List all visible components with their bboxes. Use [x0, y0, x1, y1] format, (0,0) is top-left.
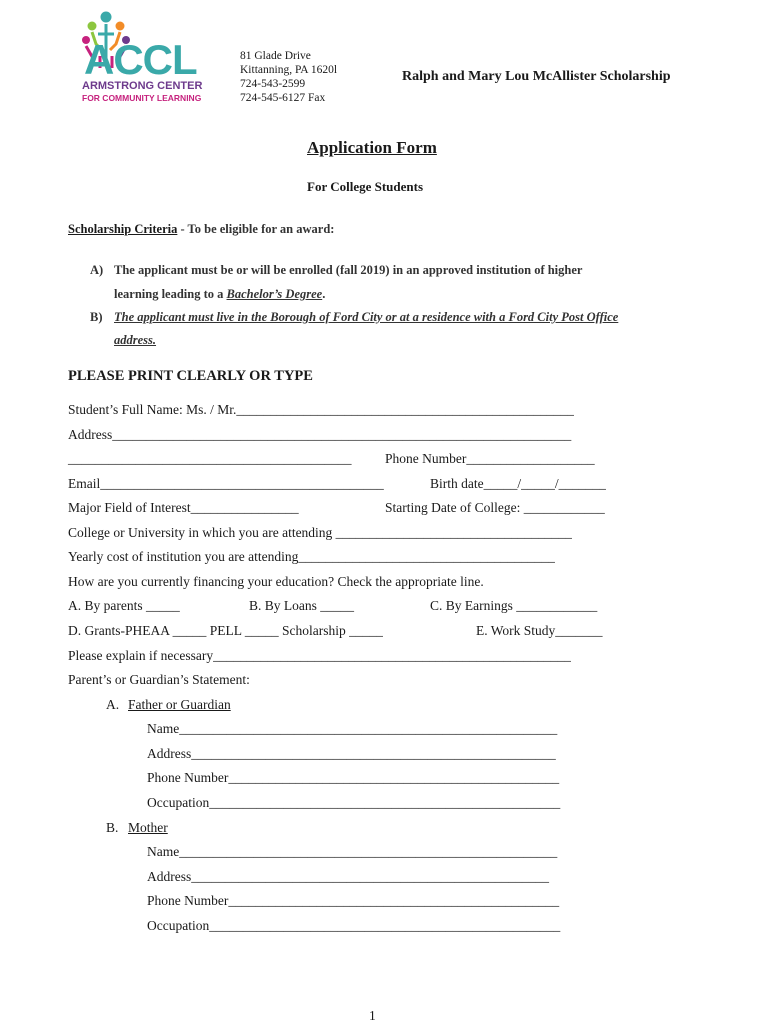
- start-date-field[interactable]: Starting Date of College: ____________: [385, 500, 605, 515]
- major-field[interactable]: Major Field of Interest________________: [68, 500, 299, 515]
- criteria-a-degree: Bachelor’s Degree: [226, 287, 323, 301]
- logo-line1: ARMSTRONG CENTER: [82, 80, 203, 92]
- address-line-1: 81 Glade Drive: [240, 50, 311, 62]
- scholarship-title: Ralph and Mary Lou McAllister Scholarship: [402, 69, 671, 84]
- criteria-heading: Scholarship Criteria: [68, 222, 178, 236]
- address-fax: 724-545-6127 Fax: [240, 92, 326, 104]
- father-heading: Father or Guardian: [128, 697, 231, 712]
- mother-name-field[interactable]: Name________________________________________________________: [147, 844, 558, 859]
- parents-statement-label: Parent’s or Guardian’s Statement:: [68, 672, 250, 687]
- print-heading: PLEASE PRINT CLEARLY OR TYPE: [68, 368, 313, 384]
- criteria-heading-row: [68, 222, 334, 237]
- father-name-field[interactable]: Name________________________________________________________: [147, 721, 558, 736]
- address-line-2: Kittanning, PA 1620l: [240, 64, 338, 76]
- yearly-cost-field[interactable]: Yearly cost of institution you are attending______________________________________: [68, 549, 555, 564]
- accl-logo: [70, 10, 230, 105]
- logo-wordmark: ACCL: [84, 36, 197, 83]
- explain-field[interactable]: Please explain if necessary_____________________________________________________: [68, 648, 571, 663]
- form-title: Application Form: [307, 138, 437, 157]
- phone-field[interactable]: Phone Number___________________: [385, 451, 595, 466]
- father-address-field[interactable]: Address______________________________________________________: [147, 746, 556, 761]
- criteria-a-line1: The applicant must be or will be enrolled (fall 2019) in an approved institution of higher: [114, 263, 583, 277]
- mother-occupation-field[interactable]: Occupation____________________________________________________: [147, 918, 561, 933]
- grants-option[interactable]: D. Grants-PHEAA _____ PELL _____ Scholarship _____: [68, 623, 383, 638]
- criteria-heading-rest: - To be eligible for an award:: [177, 222, 335, 236]
- mother-address-field[interactable]: Address_____________________________________________________: [147, 869, 549, 884]
- criteria-a-line2-pre: learning leading to a: [114, 287, 227, 301]
- criteria-a-marker: A): [90, 263, 104, 277]
- page-number: 1: [369, 1008, 376, 1023]
- mother-phone-field[interactable]: Phone Number_________________________________________________: [147, 893, 560, 908]
- college-field[interactable]: College or University in which you are attending ___________________________________: [68, 525, 572, 540]
- criteria-b-line2: address.: [114, 333, 157, 347]
- form-subtitle: For College Students: [307, 179, 424, 194]
- logo-line2: FOR COMMUNITY LEARNING: [82, 93, 202, 103]
- mother-marker: B.: [106, 820, 119, 835]
- mother-heading: Mother: [128, 820, 168, 835]
- criteria-b-marker: B): [90, 310, 103, 324]
- by-parents-option[interactable]: A. By parents _____: [68, 598, 180, 613]
- financing-question: How are you currently financing your education? Check the appropriate line.: [68, 574, 484, 589]
- address-line2-field[interactable]: __________________________________________: [68, 451, 352, 466]
- work-study-option[interactable]: E. Work Study_______: [476, 623, 603, 638]
- father-phone-field[interactable]: Phone Number_________________________________________________: [147, 770, 560, 785]
- email-field[interactable]: Email__________________________________________: [68, 476, 384, 491]
- by-loans-option[interactable]: B. By Loans _____: [249, 598, 355, 613]
- birth-date-field[interactable]: Birth date_____/_____/_______: [430, 476, 606, 491]
- full-name-field[interactable]: Student’s Full Name: Ms. / Mr.__________________________________________________: [68, 402, 574, 417]
- criteria-a-line2-post: .: [322, 287, 326, 301]
- criteria-a-line2: [114, 287, 325, 302]
- address-phone: 724-543-2599: [240, 78, 306, 90]
- father-occupation-field[interactable]: Occupation____________________________________________________: [147, 795, 561, 810]
- address-field[interactable]: Address____________________________________________________________________: [68, 427, 572, 442]
- criteria-b-line1: The applicant must live in the Borough of Ford City or at a residence with a Ford City Post Office: [114, 310, 619, 324]
- by-earnings-option[interactable]: C. By Earnings ____________: [430, 598, 598, 613]
- father-marker: A.: [106, 697, 120, 712]
